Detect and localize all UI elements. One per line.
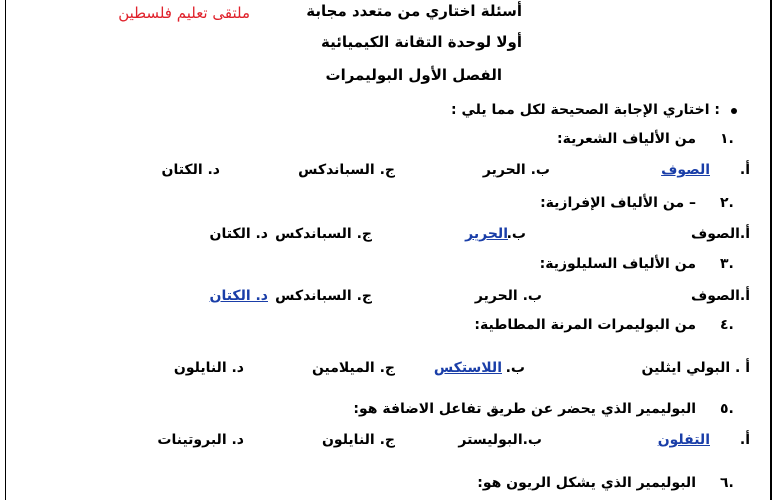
question-text: من الألياف الشعرية: <box>557 131 696 147</box>
option-c: ج. الميلامين <box>311 360 395 376</box>
question-number: ٣. <box>720 256 734 272</box>
option-a: أ.الصوف <box>690 226 750 242</box>
question-text: من البوليمرات المرنة المطاطية: <box>474 317 696 333</box>
option-b-answer: اللاستكس <box>433 360 502 376</box>
instruction-text: : اختاري الإجابة الصحيحة لكل مما يلي : <box>451 102 720 118</box>
page-border-right <box>770 0 772 500</box>
option-c: ج. السباندكس <box>298 162 395 178</box>
question-text: البوليمير الذي يحضر عن طريق تفاعل الاضافة هو: <box>353 401 696 417</box>
option-c: ج. النايلون <box>321 432 395 448</box>
title-line-1: أسئلة اختاري من متعدد مجابة <box>306 2 522 20</box>
page-border-left <box>5 0 6 500</box>
option-b: ب. الحرير <box>474 288 542 304</box>
option-a: أ.الصوف <box>690 288 750 304</box>
brand-label: ملتقى تعليم فلسطين <box>118 4 250 22</box>
option-b: ب. الحرير <box>482 162 550 178</box>
title-line-2: أولا لوحدة التقانة الكيميائية <box>320 33 522 51</box>
question-number: ٤. <box>720 317 734 333</box>
question-text: من الألياف السليلوزية: <box>539 256 696 272</box>
question-text: البوليمير الذي يشكل الريون هو: <box>477 475 696 491</box>
option-d: د. النايلون <box>173 360 244 376</box>
option-a-answer: التفلون <box>657 432 710 448</box>
title-line-3: الفصل الأول البوليمرات <box>325 66 502 84</box>
option-c: ج. السباندكس <box>275 226 372 242</box>
question-text: – من الألياف الإفرازية: <box>540 195 696 211</box>
option-a: أ. <box>739 432 750 448</box>
option-a: أ . البولي ايثلين <box>641 360 750 376</box>
question-number: ٦. <box>720 475 734 491</box>
option-b-prefix: ب. <box>505 360 525 376</box>
option-b-answer: الحرير <box>465 226 508 242</box>
question-number: ٢. <box>720 195 734 211</box>
option-b: ب.البوليستر <box>458 432 542 448</box>
question-number: ١. <box>720 131 734 147</box>
option-c: ج. السباندكس <box>275 288 372 304</box>
option-a-answer: الصوف <box>661 162 710 178</box>
option-d: د. الكتان <box>209 226 268 242</box>
option-b-prefix: ب. <box>506 226 526 242</box>
option-a: أ. <box>739 162 750 178</box>
bullet-icon <box>731 108 737 114</box>
option-d: د. الكتان <box>161 162 220 178</box>
option-d: د. البروتينات <box>157 432 244 448</box>
option-d-answer: د. الكتان <box>209 288 268 304</box>
question-number: ٥. <box>720 401 734 417</box>
